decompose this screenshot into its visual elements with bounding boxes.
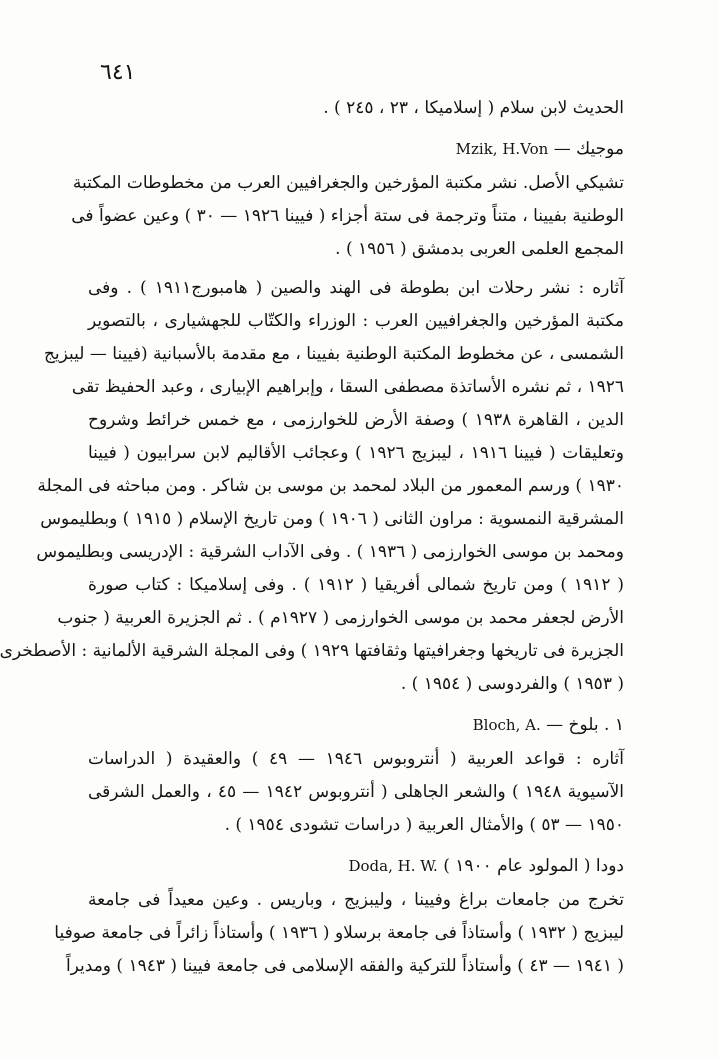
line-text: ( ١٩٤١ — ٤٣ ) وأستاذاً للتركية والفقه الإسلامى فى جامعة فيينا ( ١٩٤٣ ) ومديراً xyxy=(65,956,624,976)
line-text: دودا ( المولود عام ١٩٠٠ ) xyxy=(443,856,624,876)
line-text: موجيك — xyxy=(553,139,624,159)
line-text: الجزيرة فى تاريخها وجغرافيتها وثقافتها ١٩٢٩ ) وفى المجلة الشرقية الألمانية : الأصطخرى xyxy=(0,641,624,661)
line-text: تشيكي الأصل. نشر مكتبة المؤرخين والجغرافيين العرب من مخطوطات المكتبة xyxy=(72,173,624,193)
line-text: الوطنية بفيينا ، متناً وترجمة فى ستة أجزاء ( فيينا ١٩٢٦ — ٣٠ ) وعين عضواً فى xyxy=(71,206,624,226)
line-text: الآسيوية ١٩٤٨ ) والشعر الجاهلى ( أنتروبوس ١٩٤٢ — ٤٥ ، والعمل الشرقى xyxy=(88,782,624,802)
line-text: وتعليقات ( فيينا ١٩١٦ ، ليبزيج ١٩٢٦ ) وعجائب الأقاليم لابن سرابيون ( فيينا xyxy=(88,443,624,463)
line-text: ١٩٣٠ ) ورسم المعمور من البلاد لمحمد بن موسى بن شاكر . ومن مباحثه فى المجلة xyxy=(37,476,624,496)
text-line xyxy=(0,635,624,668)
text-line xyxy=(88,272,624,305)
text-line xyxy=(88,776,624,809)
line-text: آثاره : نشر رحلات ابن بطوطة فى الهند والصين ( هامبورج١٩١١ ) . وفى xyxy=(88,278,624,298)
text-line xyxy=(88,569,624,602)
latin-name: Doda, H. W. xyxy=(348,857,438,875)
line-text: الأرض لجعفر محمد بن موسى الخوارزمى ( ١٩٢٧م ) . ثم الجزيرة العربية ( جنوب xyxy=(57,608,624,628)
line-text: الدين ، القاهرة ١٩٣٨ ) وصفة الأرض للخوارزمى ، مع خمس خرائط وشروح xyxy=(88,410,624,430)
line-text: ومحمد بن موسى الخوارزمى ( ١٩٣٦ ) . وفى الآداب الشرقية : الإدريسى وبطليموس xyxy=(36,542,624,562)
line-text: المشرقية النمسوية : مراون الثانى ( ١٩٠٦ ) ومن تاريخ الإسلام ( ١٩١٥ ) وبطليموس xyxy=(40,509,624,529)
text-line xyxy=(36,536,624,569)
text-line xyxy=(88,437,624,470)
line-text: ( ١٩١٢ ) ومن تاريخ شمالى أفريقيا ( ١٩١٢ ) . وفى إسلاميكا : كتاب صورة xyxy=(88,575,624,595)
page-number: ٦٤١ xyxy=(100,60,136,85)
latin-name: Bloch, A. xyxy=(472,716,541,734)
line-text: مكتبة المؤرخين والجغرافيين العرب : الوزراء والكتّاب للجهشيارى ، بالتصوير xyxy=(88,311,624,331)
text-line xyxy=(88,668,624,701)
line-text: ليبزيج ( ١٩٣٢ ) وأستاذاً فى جامعة برسلاو ( ١٩٣٦ ) وأستاذاً زائراً فى جامعة صوفيا xyxy=(54,923,624,943)
entry-heading xyxy=(88,707,624,743)
line-text: ( ١٩٥٣ ) والفردوسى ( ١٩٥٤ ) . xyxy=(400,674,624,694)
line-text: المجمع العلمى العربى بدمشق ( ١٩٥٦ ) . xyxy=(335,239,624,259)
text-line xyxy=(65,950,624,983)
entry-heading xyxy=(88,131,624,167)
text-line xyxy=(88,233,624,266)
line-text: ١ . بلوخ — xyxy=(546,715,624,735)
entry-heading xyxy=(88,848,624,884)
line-text: ١٩٥٠ — ٥٣ ) والأمثال العربية ( دراسات تشودى ١٩٥٤ ) . xyxy=(224,815,624,835)
line-text: ١٩٢٦ ، ثم نشره الأساتذة مصطفى السقا ، وإبراهيم الإبيارى ، وعبد الحفيظ تقى xyxy=(71,377,624,397)
text-line xyxy=(88,743,624,776)
latin-name: Mzik, H.Von xyxy=(455,140,549,158)
text-line xyxy=(37,470,624,503)
text-line xyxy=(72,167,624,200)
text-line xyxy=(88,92,624,125)
text-line xyxy=(54,917,624,950)
line-text: الحديث لابن سلام ( إسلاميكا ، ٢٣ ، ٢٤٥ ) . xyxy=(323,98,624,118)
line-text: تخرج من جامعات براغ وفيينا ، وليبزيج ، وباريس . وعين معيداً فى جامعة xyxy=(88,890,624,910)
line-text: آثاره : قواعد العربية ( أنتروبوس ١٩٤٦ — ٤٩ ) والعقيدة ( الدراسات xyxy=(88,749,624,769)
line-text: الشمسى ، عن مخطوط المكتبة الوطنية بفيينا ، مع مقدمة بالأسبانية (فيينا — ليبزيج xyxy=(43,344,624,364)
text-line xyxy=(88,809,624,842)
page-body xyxy=(0,92,624,983)
text-line xyxy=(88,884,624,917)
text-line xyxy=(43,338,624,371)
text-line xyxy=(88,404,624,437)
text-line xyxy=(71,371,624,404)
text-line xyxy=(57,602,624,635)
text-line xyxy=(71,200,624,233)
text-line xyxy=(40,503,624,536)
text-line xyxy=(88,305,624,338)
